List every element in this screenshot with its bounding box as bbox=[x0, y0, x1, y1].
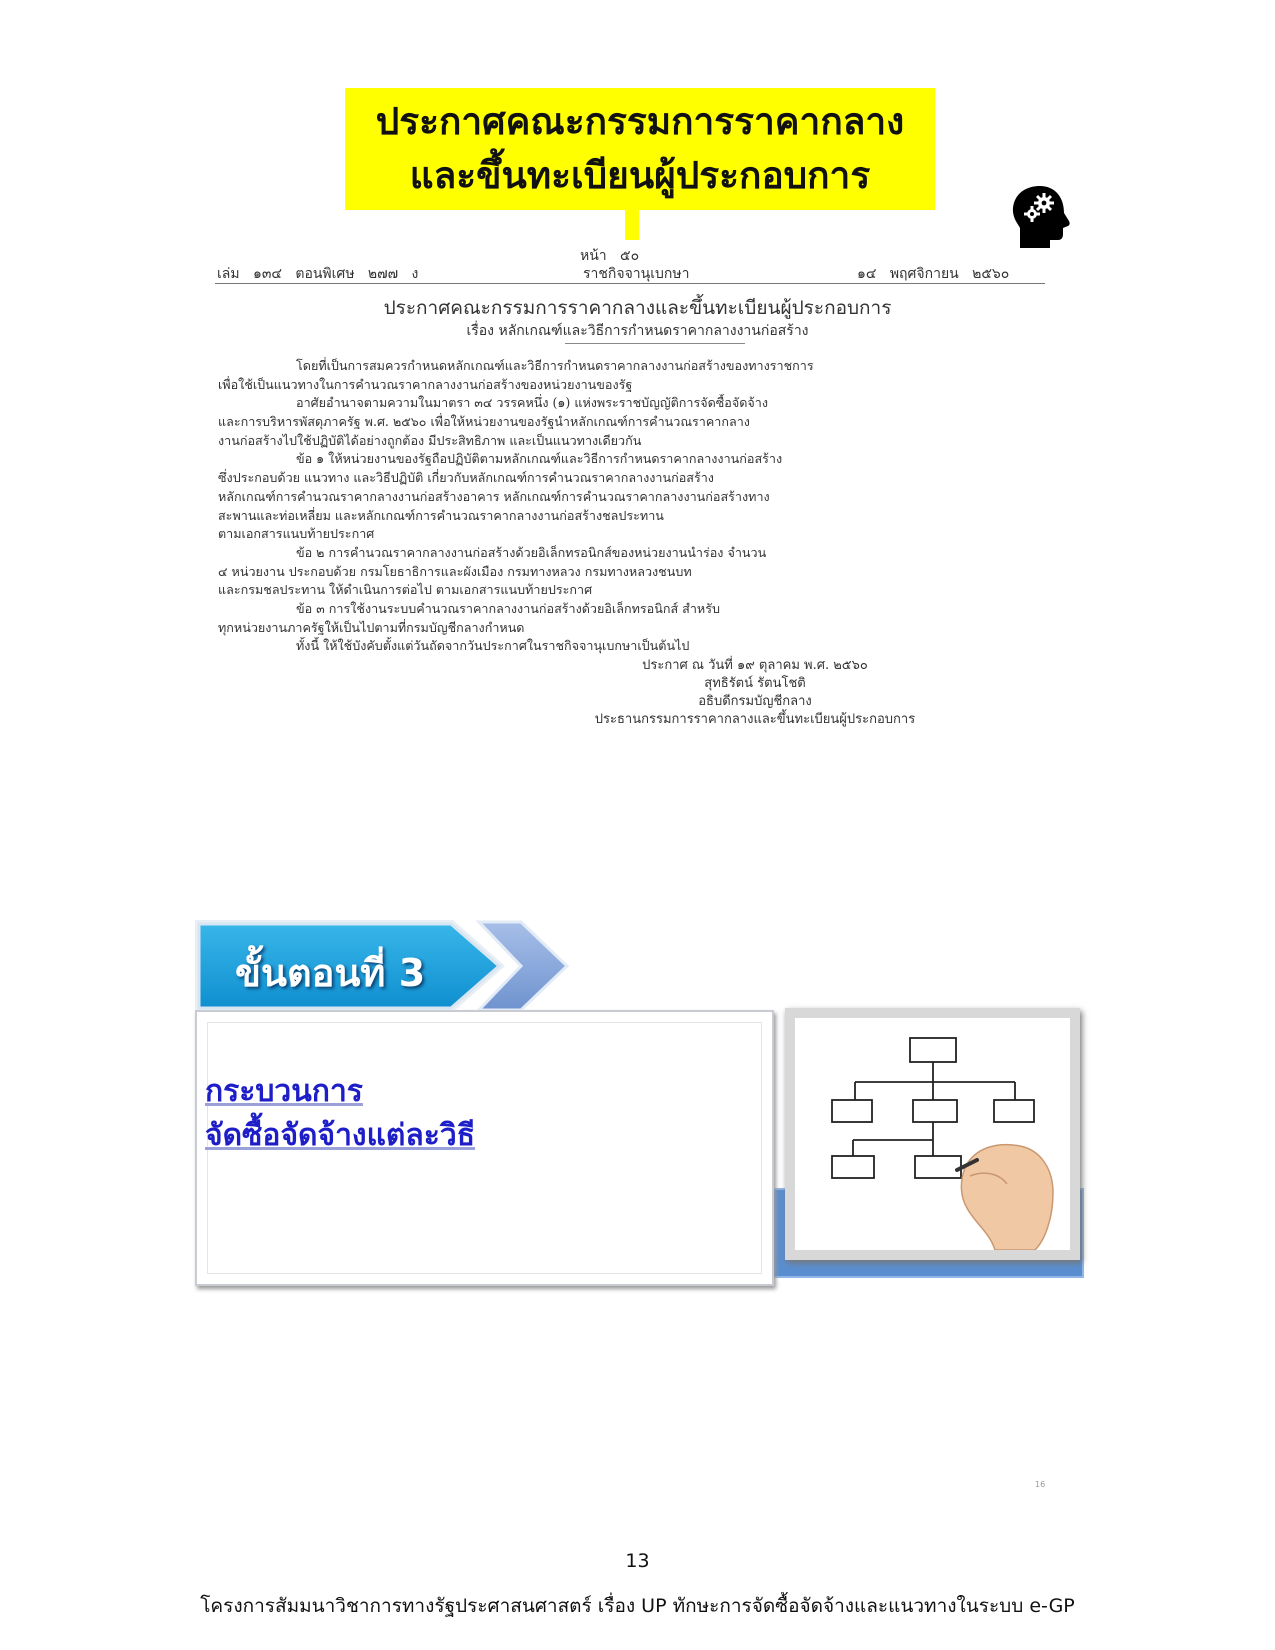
gazette-body-line: ตามเอกสารแนบท้ายประกาศ bbox=[218, 526, 375, 542]
step-graphic bbox=[195, 920, 1085, 1290]
gazette-body-line: อาศัยอำนาจตามความในมาตรา ๓๔ วรรคหนึ่ง (๑) แห่งพระราชบัญญัติการจัดซื้อจัดจ้าง bbox=[296, 395, 769, 411]
gazette-document bbox=[185, 245, 1090, 760]
gazette-subject: เรื่อง หลักเกณฑ์และวิธีการกำหนดราคากลางงานก่อสร้าง bbox=[466, 323, 809, 339]
head-gears-icon bbox=[1010, 184, 1072, 250]
banner-title-line1: ประกาศคณะกรรมการราคากลาง bbox=[375, 100, 905, 143]
gazette-body-line: ๔ หน่วยงาน ประกอบด้วย กรมโยธาธิการและผังเมือง กรมทางหลวง กรมทางหลวงชนบท bbox=[218, 563, 692, 579]
gazette-body-line: และกรมชลประทาน ให้ดำเนินการต่อไป ตามเอกสารแนบท้ายประกาศ bbox=[218, 582, 593, 598]
tiny-slide-number: 16 bbox=[1035, 1480, 1046, 1489]
announcement-banner bbox=[345, 88, 935, 240]
gazette-body-line: ซึ่งประกอบด้วย แนวทาง และวิธีปฏิบัติ เกี่ยวกับหลักเกณฑ์การคำนวณราคากลางงานก่อสร้าง bbox=[218, 470, 714, 486]
gazette-body-line: หลักเกณฑ์การคำนวณราคากลางงานก่อสร้างอาคาร หลักเกณฑ์การคำนวณราคากลางงานก่อสร้างทาง bbox=[218, 488, 770, 504]
gazette-body-line: งานก่อสร้างไปใช้ปฏิบัติได้อย่างถูกต้อง มีประสิทธิภาพ และเป็นแนวทางเดียวกัน bbox=[218, 432, 642, 448]
page-number: 13 bbox=[625, 1550, 650, 1572]
org-chart-hand-drawing-icon bbox=[785, 1008, 1080, 1260]
gazette-body-line: ข้อ ๒ การคำนวณราคากลางงานก่อสร้างด้วยอิเล็กทรอนิกส์ของหน่วยงานนำร่อง จำนวน bbox=[296, 544, 767, 560]
signatory-name: สุทธิรัตน์ รัตนโชติ bbox=[704, 676, 806, 691]
gazette-title: ประกาศคณะกรรมการราคากลางและขึ้นทะเบียนผู้ประกอบการ bbox=[383, 297, 892, 319]
gazette-body-line: ข้อ ๑ ให้หน่วยงานของรัฐถือปฏิบัติตามหลักเกณฑ์และวิธีการกำหนดราคากลางงานก่อสร้าง bbox=[296, 451, 783, 467]
gazette-date: ๑๔ พฤศจิกายน ๒๕๖๐ bbox=[857, 266, 1010, 282]
signatory-committee: ประธานกรรมการราคากลางและขึ้นทะเบียนผู้ประกอบการ bbox=[594, 712, 916, 727]
step-heading-line2: จัดซื้อจัดจ้างแต่ละวิธี bbox=[205, 1118, 476, 1153]
gazette-volume: เล่ม ๑๓๔ ตอนพิเศษ ๒๗๗ ง bbox=[217, 266, 419, 282]
gazette-body-line: สะพานและท่อเหลี่ยม และหลักเกณฑ์การคำนวณราคากลางงานก่อสร้างชลประทาน bbox=[218, 507, 664, 523]
gazette-body-line: โดยที่เป็นการสมควรกำหนดหลักเกณฑ์และวิธีการกำหนดราคากลางงานก่อสร้างของทางราชการ bbox=[296, 358, 814, 373]
footer-text: โครงการสัมมนาวิชาการทางรัฐประศาสนศาสตร์ เรื่อง UP ทักษะการจัดซื้อจัดจ้างและแนวทางในระบบ e-GP bbox=[200, 1595, 1075, 1617]
gazette-body-line: และการบริหารพัสดุภาครัฐ พ.ศ. ๒๕๖๐ เพื่อให้หน่วยงานของรัฐนำหลักเกณฑ์การคำนวณราคากลาง bbox=[218, 414, 750, 430]
gazette-body-line: ข้อ ๓ การใช้งานระบบคำนวณราคากลางงานก่อสร้างด้วยอิเล็กทรอนิกส์ สำหรับ bbox=[296, 600, 720, 616]
divider bbox=[215, 283, 1045, 284]
announcement-date: ประกาศ ณ วันที่ ๑๙ ตุลาคม พ.ศ. ๒๕๖๐ bbox=[642, 658, 868, 673]
signatory-position: อธิบดีกรมบัญชีกลาง bbox=[698, 694, 812, 709]
gazette-name: ราชกิจจานุเบกษา bbox=[583, 266, 690, 282]
banner-pointer bbox=[625, 208, 639, 240]
gazette-body-line: เพื่อใช้เป็นแนวทางในการคำนวณราคากลางงานก่อสร้างของหน่วยงานของรัฐ bbox=[218, 376, 633, 392]
banner-title-line2: และขึ้นทะเบียนผู้ประกอบการ bbox=[409, 154, 871, 197]
gazette-body-line: ทั้งนี้ ให้ใช้บังคับตั้งแต่วันถัดจากวันประกาศในราชกิจจานุเบกษาเป็นต้นไป bbox=[296, 638, 690, 654]
divider bbox=[565, 343, 745, 344]
step-heading-line1: กระบวนการ bbox=[205, 1074, 363, 1109]
gazette-body-line: ทุกหน่วยงานภาครัฐให้เป็นไปตามที่กรมบัญชีกลางกำหนด bbox=[218, 619, 525, 635]
gazette-body bbox=[218, 357, 1048, 656]
gazette-page-number: หน้า ๕๐ bbox=[580, 248, 640, 264]
step-heading bbox=[205, 1070, 475, 1158]
step-label: ขั้นตอนที่ 3 bbox=[235, 951, 426, 995]
gazette-signature-block bbox=[475, 657, 1035, 729]
